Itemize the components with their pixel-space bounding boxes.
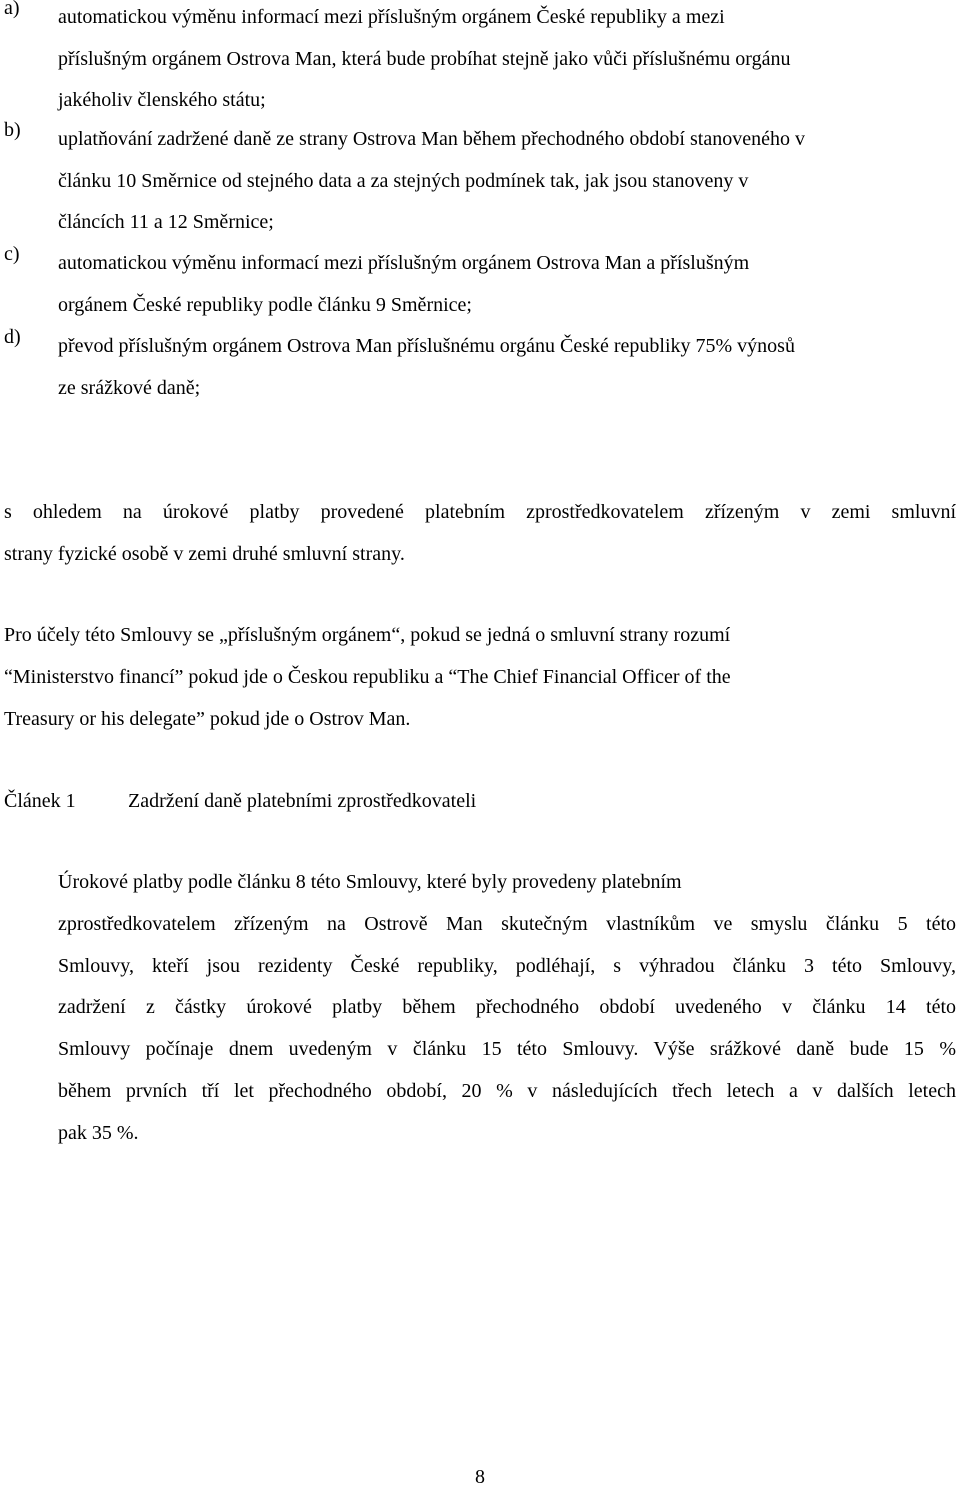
text-line: Smlouvy počínaje dnem uvedeným v článku 15 této Smlouvy. Výše srážkové daně bude 15 % [58,1038,956,1061]
article-body [58,862,956,1155]
page-number: 8 [475,1466,485,1488]
text-line: automatickou výměnu informací mezi příslušným orgánem Ostrova Man a příslušným [58,252,750,274]
text-line: automatickou výměnu informací mezi příslušným orgánem České republiky a mezi [58,6,725,28]
list-item-text [58,243,955,326]
text-line: Smlouvy, kteří jsou rezidenty České republiky, podléhají, s výhradou článku 3 této Smlouvy, [58,954,956,977]
list-item-b [0,119,955,244]
list-marker: b) [4,119,21,141]
article-number: Článek 1 [4,790,76,812]
text-line: pak 35 %. [58,1121,139,1144]
paragraph-competent-authority [4,614,956,740]
list-item-text [58,119,955,244]
list-marker: a) [4,0,20,19]
text-line: jakéholiv členského státu; [58,89,266,111]
paragraph-interest-payments [4,491,956,575]
text-line: během prvních tří let přechodného období, 20 % v následujících třech letech a v dalších letech [58,1079,956,1102]
list-item-text [58,326,955,409]
text-line: strany fyzické osobě v zemi druhé smluvní strany. [4,543,405,565]
text-line: ze srážkové daně; [58,376,201,399]
list-item-d [0,326,955,409]
text-line: článku 10 Směrnice od stejného data a za stejných podmínek tak, jak jsou stanoveny v [58,169,749,192]
text-line: Pro účely této Smlouvy se „příslušným orgánem“, pokud se jedná o smluvní strany rozumí [4,624,731,646]
text-line: zadržení z částky úrokové platby během přechodného období uvedeného v článku 14 této [58,996,956,1019]
article-title: Zadržení daně platebními zprostředkovateli [128,790,477,812]
article-heading [4,780,476,822]
list-marker: c) [4,243,20,265]
list-item-text [58,0,955,122]
text-line: uplatňování zadržené daně ze strany Ostrova Man během přechodného období stanoveného v [58,128,805,150]
list-item-a [0,0,955,122]
text-line: “Ministerstvo financí” pokud jde o Českou republiku a “The Chief Financial Officer of the [4,666,731,688]
text-line: s ohledem na úrokové platby provedené platebním zprostředkovatelem zřízeným v zemi smluvní [4,501,956,523]
text-line: Treasury or his delegate” pokud jde o Ostrov Man. [4,708,411,730]
text-line: převod příslušným orgánem Ostrova Man příslušnému orgánu České republiky 75% výnosů [58,335,795,357]
list-marker: d) [4,326,21,348]
text-line: orgánem České republiky podle článku 9 Směrnice; [58,293,472,316]
text-line: příslušným orgánem Ostrova Man, která bude probíhat stejně jako vůči příslušnému orgánu [58,47,791,70]
text-line: Úrokové platby podle článku 8 této Smlouvy, které byly provedeny platebním [58,871,682,893]
text-line: zprostředkovatelem zřízeným na Ostrově Man skutečným vlastníkům ve smyslu článku 5 této [58,912,956,935]
text-line: článcích 11 a 12 Směrnice; [58,211,274,233]
list-item-c [0,243,955,326]
